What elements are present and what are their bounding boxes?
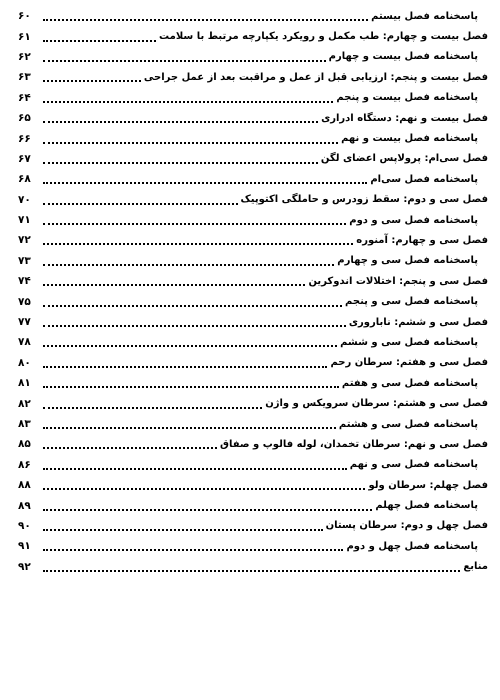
toc-entry[interactable] xyxy=(18,455,488,475)
toc-entry-page-number: ۷۷ xyxy=(18,316,31,329)
toc-entry[interactable] xyxy=(18,373,488,393)
toc-entry[interactable] xyxy=(18,312,488,332)
toc-entry-page-number: ۹۰ xyxy=(18,519,31,532)
toc-entry-page-number: ۷۴ xyxy=(18,275,31,288)
toc-entry[interactable] xyxy=(18,251,488,271)
dot-leader xyxy=(43,243,353,245)
toc-entry-title: پاسخنامه فصل سی و پنجم xyxy=(345,296,478,308)
toc-entry-title: فصل چهلم: سرطان ولو xyxy=(368,479,488,491)
toc-entry[interactable] xyxy=(18,230,488,250)
toc-entry[interactable] xyxy=(18,6,488,26)
dot-leader xyxy=(43,386,339,388)
toc-entry[interactable] xyxy=(18,332,488,352)
toc-entry-page-number: ۸۵ xyxy=(18,438,31,451)
dot-leader xyxy=(43,549,343,551)
toc-entry-title: پاسخنامه فصل سی و هشتم xyxy=(338,418,478,430)
toc-entry-page-number: ۸۶ xyxy=(18,458,31,471)
toc-entry-title: پاسخنامه فصل بیست و پنجم xyxy=(336,92,478,104)
toc-entry[interactable] xyxy=(18,475,488,495)
dot-leader xyxy=(43,529,323,531)
dot-leader xyxy=(43,509,372,511)
toc-entry-page-number: ۶۴ xyxy=(18,91,31,104)
toc-entry-page-number: ۷۱ xyxy=(18,214,31,227)
toc-entry-page-number: ۶۵ xyxy=(18,112,31,125)
toc-entry-title: پاسخنامه فصل چهلم xyxy=(375,500,478,512)
dot-leader xyxy=(43,305,342,307)
dot-leader xyxy=(43,142,338,144)
dot-leader xyxy=(43,345,337,347)
toc-entry[interactable] xyxy=(18,536,488,556)
toc-entry-title: فصل سی‌ام: پرولاپس اعضای لگن xyxy=(320,153,488,165)
toc-entry-title: پاسخنامه فصل سی و چهارم xyxy=(337,255,478,267)
toc-entry[interactable] xyxy=(18,393,488,413)
dot-leader xyxy=(43,488,365,490)
dot-leader xyxy=(43,60,326,62)
toc-entry[interactable] xyxy=(18,557,488,577)
toc-entry-page-number: ۸۹ xyxy=(18,499,31,512)
toc-entry-title: فصل سی و هشتم: سرطان سرویکس و واژن xyxy=(265,398,488,410)
toc-entry-page-number: ۶۳ xyxy=(18,71,31,84)
toc-entry-title: فصل سی و پنجم: اختلالات اندوکرین xyxy=(308,275,488,287)
toc-entry-page-number: ۸۲ xyxy=(18,397,31,410)
toc-entry[interactable] xyxy=(18,26,488,46)
toc-entry[interactable] xyxy=(18,67,488,87)
toc-entry[interactable] xyxy=(18,210,488,230)
toc-entry[interactable] xyxy=(18,88,488,108)
toc-entry-page-number: ۷۰ xyxy=(18,193,31,206)
toc-entry-title: پاسخنامه فصل سی‌ام xyxy=(370,173,478,185)
dot-leader xyxy=(43,40,156,42)
toc-entry-page-number: ۸۸ xyxy=(18,479,31,492)
dot-leader xyxy=(43,325,346,327)
dot-leader xyxy=(43,121,318,123)
toc-entry[interactable] xyxy=(18,414,488,434)
toc-entry-page-number: ۶۷ xyxy=(18,152,31,165)
toc-entry-title: پاسخنامه فصل سی و نهم xyxy=(349,459,478,471)
toc-entry-page-number: ۶۲ xyxy=(18,50,31,63)
dot-leader xyxy=(43,407,262,409)
table-of-contents xyxy=(18,6,488,577)
dot-leader xyxy=(43,80,141,82)
dot-leader xyxy=(43,19,368,21)
toc-entry-title: پاسخنامه فصل بیست و نهم xyxy=(341,133,478,145)
toc-entry-page-number: ۷۲ xyxy=(18,234,31,247)
toc-entry-page-number: ۸۱ xyxy=(18,377,31,390)
toc-entry-title: پاسخنامه فصل بیستم xyxy=(371,10,478,22)
toc-entry-title: فصل سی و چهارم: آمنوره xyxy=(356,234,488,246)
toc-entry[interactable] xyxy=(18,108,488,128)
toc-entry-title: فصل سی و ششم: ناباروری xyxy=(348,316,488,328)
dot-leader xyxy=(43,101,333,103)
toc-entry[interactable] xyxy=(18,434,488,454)
toc-entry-page-number: ۸۳ xyxy=(18,418,31,430)
toc-entry-title: فصل سی و هفتم: سرطان رحم xyxy=(330,357,488,369)
toc-entry[interactable] xyxy=(18,516,488,536)
dot-leader xyxy=(43,182,367,184)
toc-entry-page-number: ۹۲ xyxy=(18,560,31,573)
toc-entry-page-number: ۶۰ xyxy=(18,10,31,23)
toc-entry[interactable] xyxy=(18,128,488,148)
toc-entry[interactable] xyxy=(18,149,488,169)
dot-leader xyxy=(43,468,347,470)
toc-entry-title: منابع xyxy=(463,561,488,573)
toc-entry[interactable] xyxy=(18,271,488,291)
toc-entry-title: پاسخنامه فصل بیست و چهارم xyxy=(328,51,478,63)
toc-entry-title: فصل سی و دوم: سقط زودرس و حاملگی اکتوپیک xyxy=(240,194,488,206)
dot-leader xyxy=(43,366,327,368)
toc-entry-title: فصل بیست و پنجم: ارزیابی قبل از عمل و مراقبت بعد از عمل جراحی xyxy=(143,71,488,83)
dot-leader xyxy=(43,162,318,164)
dot-leader xyxy=(43,223,346,225)
toc-entry-title: پاسخنامه فصل سی و ششم xyxy=(340,336,478,348)
dot-leader xyxy=(43,203,238,205)
toc-entry-page-number: ۹۱ xyxy=(18,540,31,553)
toc-entry[interactable] xyxy=(18,353,488,373)
dot-leader xyxy=(43,264,334,266)
toc-entry[interactable] xyxy=(18,169,488,189)
toc-entry-page-number: ۶۱ xyxy=(18,30,31,43)
dot-leader xyxy=(43,427,336,429)
toc-entry-title: پاسخنامه فصل سی و دوم xyxy=(349,214,478,226)
toc-entry-title: پاسخنامه فصل چهل و دوم xyxy=(346,540,478,552)
toc-entry-page-number: ۷۵ xyxy=(18,295,31,308)
toc-entry-page-number: ۷۳ xyxy=(18,254,31,267)
toc-entry[interactable] xyxy=(18,190,488,210)
toc-entry-page-number: ۶۶ xyxy=(18,132,31,145)
dot-leader xyxy=(43,570,460,572)
toc-entry-title: فصل چهل و دوم: سرطان پستان xyxy=(325,520,488,532)
toc-entry[interactable] xyxy=(18,495,488,515)
toc-entry-title: فصل سی و نهم: سرطان تخمدان، لوله فالوپ و صفاق xyxy=(220,438,488,450)
toc-entry[interactable] xyxy=(18,47,488,67)
toc-entry-title: فصل بیست و نهم: دستگاه ادراری xyxy=(321,112,488,124)
toc-entry-page-number: ۶۸ xyxy=(18,173,31,186)
toc-entry-title: پاسخنامه فصل سی و هفتم xyxy=(341,377,478,389)
toc-entry-title: فصل بیست و چهارم: طب مکمل و رویکرد یکپارچه مرتبط با سلامت xyxy=(159,31,488,43)
toc-entry-page-number: ۷۸ xyxy=(18,336,31,349)
dot-leader xyxy=(43,284,305,286)
toc-entry[interactable] xyxy=(18,291,488,311)
toc-entry-page-number: ۸۰ xyxy=(18,356,31,369)
dot-leader xyxy=(43,447,217,449)
